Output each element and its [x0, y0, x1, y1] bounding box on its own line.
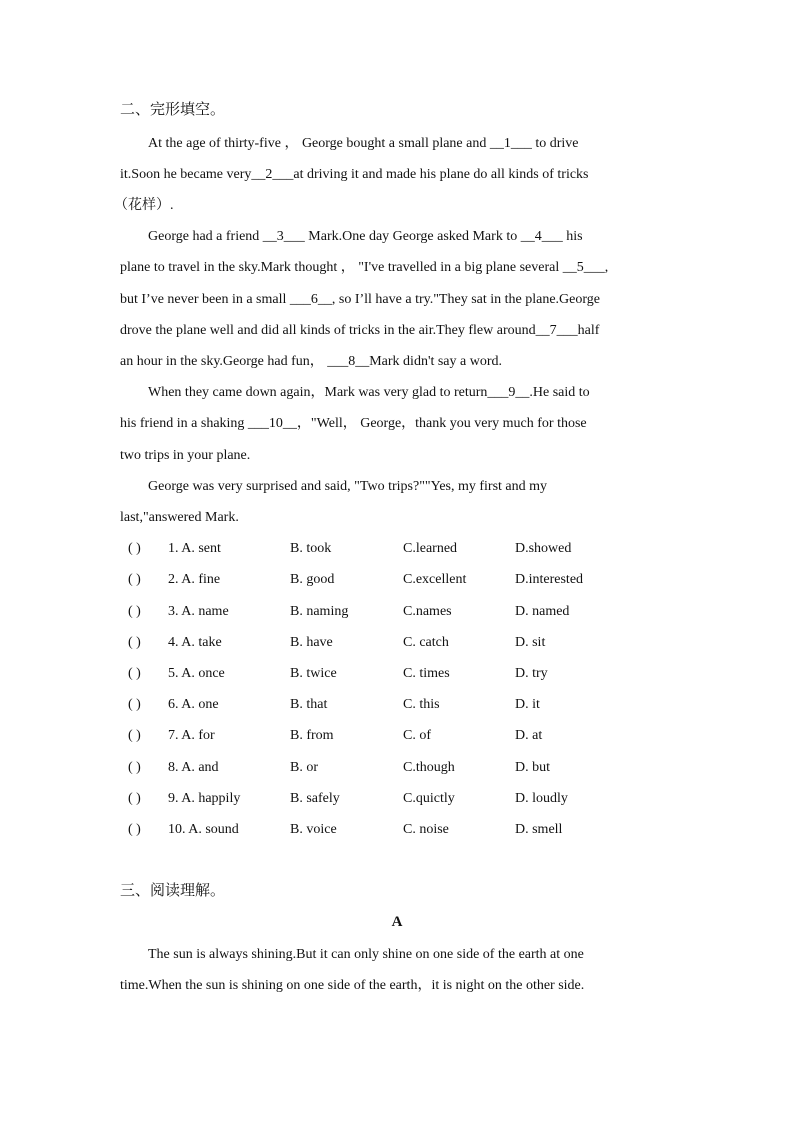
- option-c: C. catch: [403, 635, 449, 650]
- option-a: 4. A. take: [168, 635, 222, 650]
- option-a: 9. A. happily: [168, 791, 241, 806]
- option-c: C.quictly: [403, 791, 455, 806]
- option-b: B. voice: [290, 822, 337, 837]
- option-c: C. noise: [403, 822, 449, 837]
- option-c: C.excellent: [403, 572, 467, 587]
- option-c: C.learned: [403, 541, 458, 556]
- option-a: 8. A. and: [168, 760, 219, 775]
- option-a: 2. A. fine: [168, 572, 221, 587]
- answer-blank[interactable]: ( ): [128, 697, 141, 712]
- option-c: C.names: [403, 604, 452, 619]
- option-row-1: [120, 539, 680, 559]
- paragraph-line: George was very surprised and said, "Two trips?""Yes, my first and my: [148, 479, 548, 494]
- paragraph-line: George had a friend __3___ Mark.One day George asked Mark to __4___ his: [148, 229, 583, 244]
- option-a: 6. A. one: [168, 697, 219, 712]
- option-b: B. safely: [290, 791, 340, 806]
- option-row-4: [120, 633, 680, 653]
- answer-blank[interactable]: ( ): [128, 635, 141, 650]
- option-d: D. it: [515, 697, 540, 712]
- paragraph-line: At the age of thirty-five ， George bought a small plane and __1___ to drive: [148, 136, 579, 151]
- option-c: C. times: [403, 666, 450, 681]
- option-b: B. have: [290, 635, 333, 650]
- section-title-cloze: 二、完形填空。: [120, 102, 226, 118]
- option-a: 3. A. name: [168, 604, 229, 619]
- paragraph-line: but I’ve never been in a small ___6__, so I’ll have a try."They sat in the plane.George: [120, 292, 601, 307]
- option-a: 5. A. once: [168, 666, 225, 681]
- answer-blank[interactable]: ( ): [128, 822, 141, 837]
- option-a: 7. A. for: [168, 728, 215, 743]
- option-d: D.interested: [515, 572, 584, 587]
- option-b: B. naming: [290, 604, 349, 619]
- paragraph-line: drove the plane well and did all kinds of tricks in the air.They flew around__7___half: [120, 323, 600, 338]
- answer-blank[interactable]: ( ): [128, 666, 141, 681]
- option-d: D. sit: [515, 635, 546, 650]
- option-d: D. named: [515, 604, 570, 619]
- option-c: C. of: [403, 728, 431, 743]
- option-d: D. but: [515, 760, 550, 775]
- option-b: B. from: [290, 728, 334, 743]
- paragraph-line: two trips in your plane.: [120, 448, 251, 463]
- option-c: C. this: [403, 697, 440, 712]
- answer-blank[interactable]: ( ): [128, 572, 141, 587]
- option-row-8: [120, 758, 680, 778]
- option-b: B. or: [290, 760, 318, 775]
- option-b: B. that: [290, 697, 328, 712]
- paragraph-line: plane to travel in the sky.Mark thought ， "I've travelled in a big plane several __5___,: [120, 260, 609, 275]
- section-title-reading: 三、阅读理解。: [120, 883, 226, 899]
- paragraph-line: time.When the sun is shining on one side of the earth，it is night on the other side.: [120, 978, 585, 993]
- option-row-5: [120, 664, 680, 684]
- option-b: B. took: [290, 541, 332, 556]
- option-d: D. loudly: [515, 791, 568, 806]
- answer-blank[interactable]: ( ): [128, 760, 141, 775]
- option-a: 1. A. sent: [168, 541, 221, 556]
- option-d: D. at: [515, 728, 543, 743]
- passage-label: A: [391, 914, 403, 930]
- option-b: B. twice: [290, 666, 337, 681]
- answer-blank[interactable]: ( ): [128, 604, 141, 619]
- paragraph-line: last,"answered Mark.: [120, 510, 239, 525]
- option-row-10: [120, 820, 680, 840]
- paragraph-line: an hour in the sky.George had fun， ___8__Mark didn't say a word.: [120, 354, 503, 369]
- option-row-2: [120, 570, 680, 590]
- answer-blank[interactable]: ( ): [128, 791, 141, 806]
- option-d: D. smell: [515, 822, 563, 837]
- option-row-9: [120, 789, 680, 809]
- option-row-7: [120, 726, 680, 746]
- option-row-6: [120, 695, 680, 715]
- option-a: 10. A. sound: [168, 822, 239, 837]
- paragraph-line: it.Soon he became very__2___at driving it and made his plane do all kinds of tricks: [120, 167, 589, 182]
- option-d: D.showed: [515, 541, 572, 556]
- option-row-3: [120, 602, 680, 622]
- paragraph-line: （花样）.: [114, 198, 174, 213]
- paragraph-line: When they came down again，Mark was very glad to return___9__.He said to: [148, 385, 590, 400]
- paragraph-line: his friend in a shaking ___10__，"Well， George，thank you very much for those: [120, 416, 587, 431]
- option-c: C.though: [403, 760, 455, 775]
- option-b: B. good: [290, 572, 335, 587]
- answer-blank[interactable]: ( ): [128, 541, 141, 556]
- paragraph-line: The sun is always shining.But it can only shine on one side of the earth at one: [148, 947, 584, 962]
- option-d: D. try: [515, 666, 548, 681]
- answer-blank[interactable]: ( ): [128, 728, 141, 743]
